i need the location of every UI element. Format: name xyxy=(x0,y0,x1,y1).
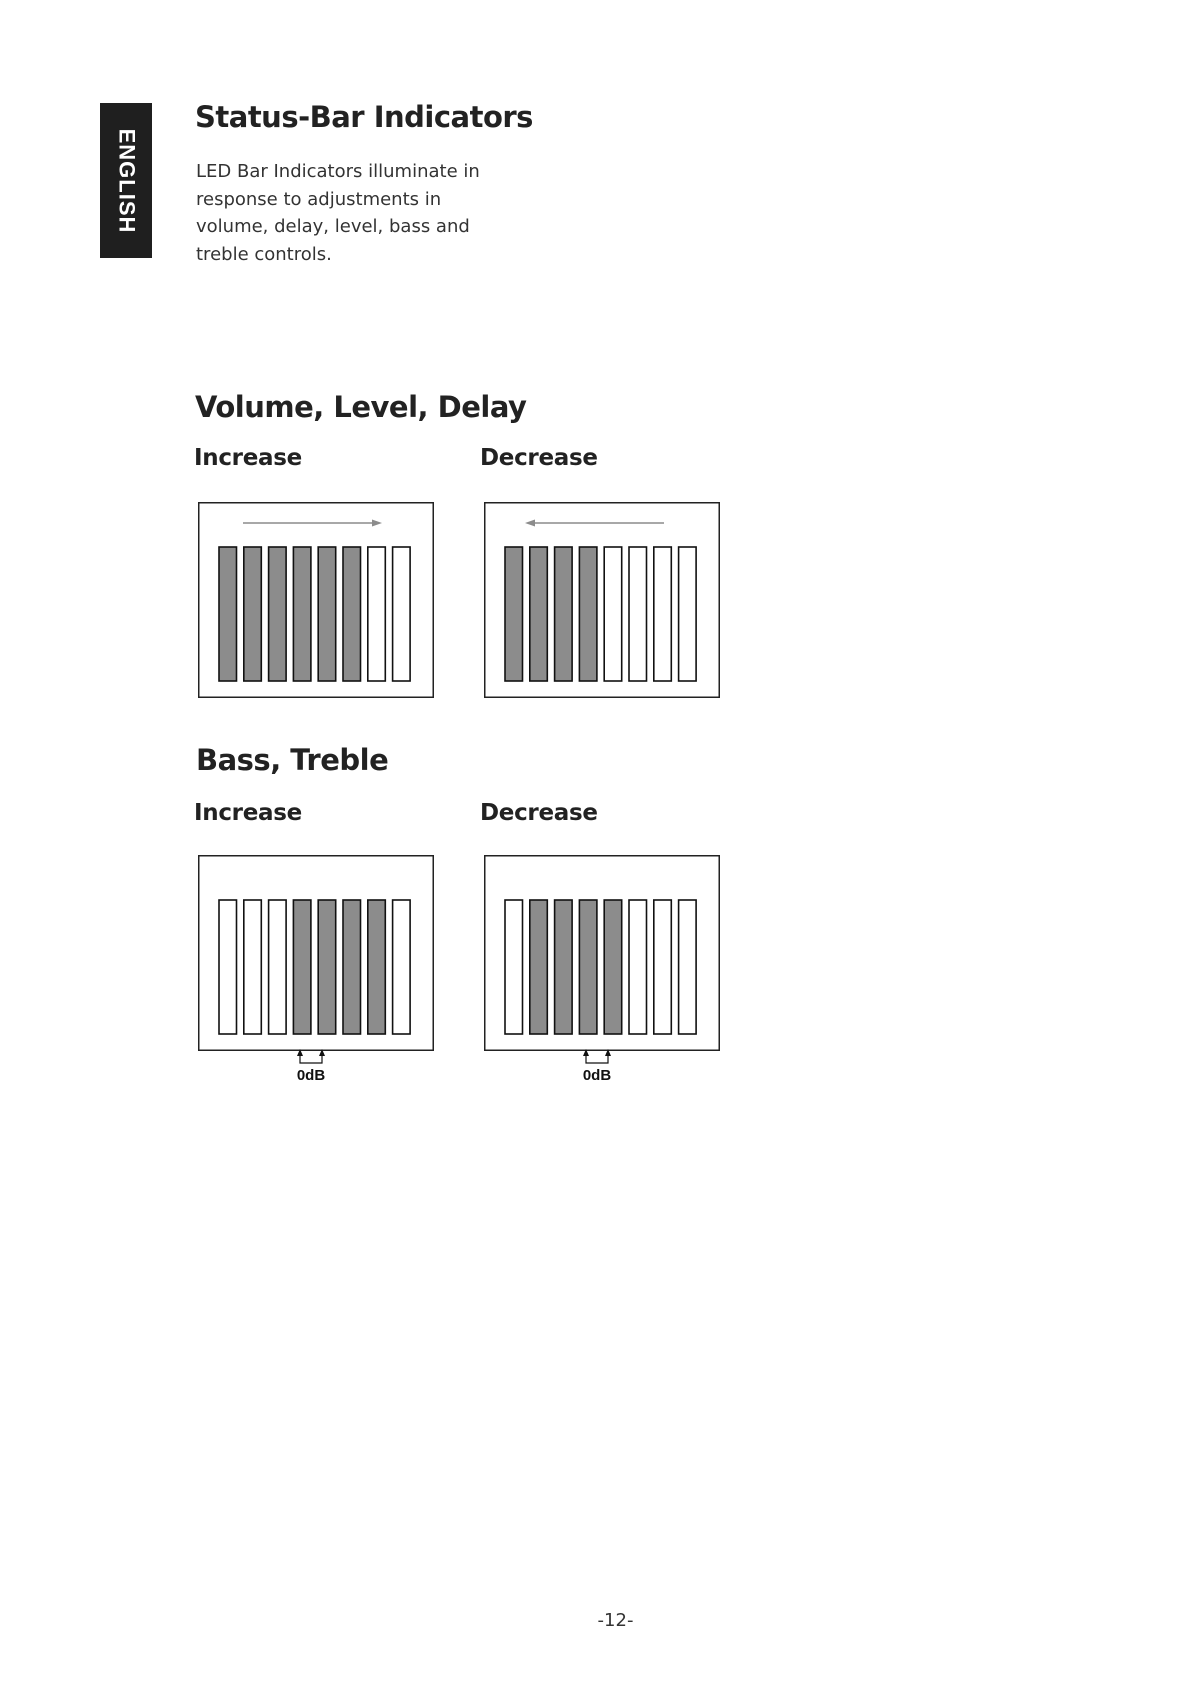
led-segment-unlit xyxy=(393,547,411,681)
led-segment-lit xyxy=(579,547,597,681)
led-segment-unlit xyxy=(219,900,237,1034)
led-bar-graphic xyxy=(198,855,434,1085)
led-segment-unlit xyxy=(269,900,287,1034)
led-panel-bass-decrease xyxy=(484,855,720,1085)
led-segment-lit xyxy=(530,547,548,681)
led-segment-lit xyxy=(555,547,573,681)
led-segment-lit xyxy=(318,900,336,1034)
led-segment-unlit xyxy=(654,547,672,681)
intro-paragraph: LED Bar Indicators illuminate in response to adjustments in volume, delay, level, bass and treble controls. xyxy=(196,161,480,265)
led-segment-lit xyxy=(343,900,361,1034)
panel-label-volume-increase: Increase xyxy=(194,445,302,471)
led-segment-lit xyxy=(219,547,237,681)
page-title: Status-Bar Indicators xyxy=(195,100,533,134)
led-segment-unlit xyxy=(505,900,523,1034)
panel-label-bass-decrease: Decrease xyxy=(480,800,598,826)
led-segment-lit xyxy=(244,547,261,681)
led-segment-lit xyxy=(604,900,622,1034)
led-bar-graphic xyxy=(484,502,720,698)
zero-db-marker xyxy=(297,1049,326,1084)
led-segment-lit xyxy=(505,547,523,681)
zero-db-marker xyxy=(583,1049,612,1084)
led-panel-volume-decrease xyxy=(484,502,720,698)
panel-label-volume-decrease: Decrease xyxy=(480,445,598,471)
led-segment-lit xyxy=(293,547,311,681)
led-segment-lit xyxy=(293,900,311,1034)
section-title-bass-treble: Bass, Treble xyxy=(196,743,389,777)
page-number: -12- xyxy=(597,1610,634,1631)
led-segment-unlit xyxy=(629,900,647,1034)
led-segment-lit xyxy=(318,547,336,681)
led-segment-lit xyxy=(269,547,287,681)
led-bar-graphic xyxy=(484,855,720,1085)
led-segment-unlit xyxy=(629,547,647,681)
panel-label-bass-increase: Increase xyxy=(194,800,302,826)
led-panel-volume-increase xyxy=(198,502,434,698)
led-segment-lit xyxy=(579,900,597,1034)
led-segment-lit xyxy=(368,900,386,1034)
led-segment-unlit xyxy=(393,900,411,1034)
led-segment-unlit xyxy=(654,900,672,1034)
section-title-volume-level-delay: Volume, Level, Delay xyxy=(195,390,527,424)
led-segment-unlit xyxy=(679,900,697,1034)
led-segment-lit xyxy=(343,547,361,681)
led-segment-unlit xyxy=(244,900,261,1034)
led-segment-unlit xyxy=(368,547,386,681)
zero-db-label: 0dB xyxy=(582,1067,612,1084)
led-panel-bass-increase xyxy=(198,855,434,1085)
led-segment-unlit xyxy=(604,547,622,681)
led-segment-lit xyxy=(530,900,548,1034)
led-segment-unlit xyxy=(679,547,697,681)
zero-db-label: 0dB xyxy=(296,1067,326,1084)
led-bar-graphic xyxy=(198,502,434,698)
language-tab xyxy=(100,103,152,258)
led-segment-lit xyxy=(555,900,573,1034)
language-tab-label: ENGLISH xyxy=(114,128,140,233)
